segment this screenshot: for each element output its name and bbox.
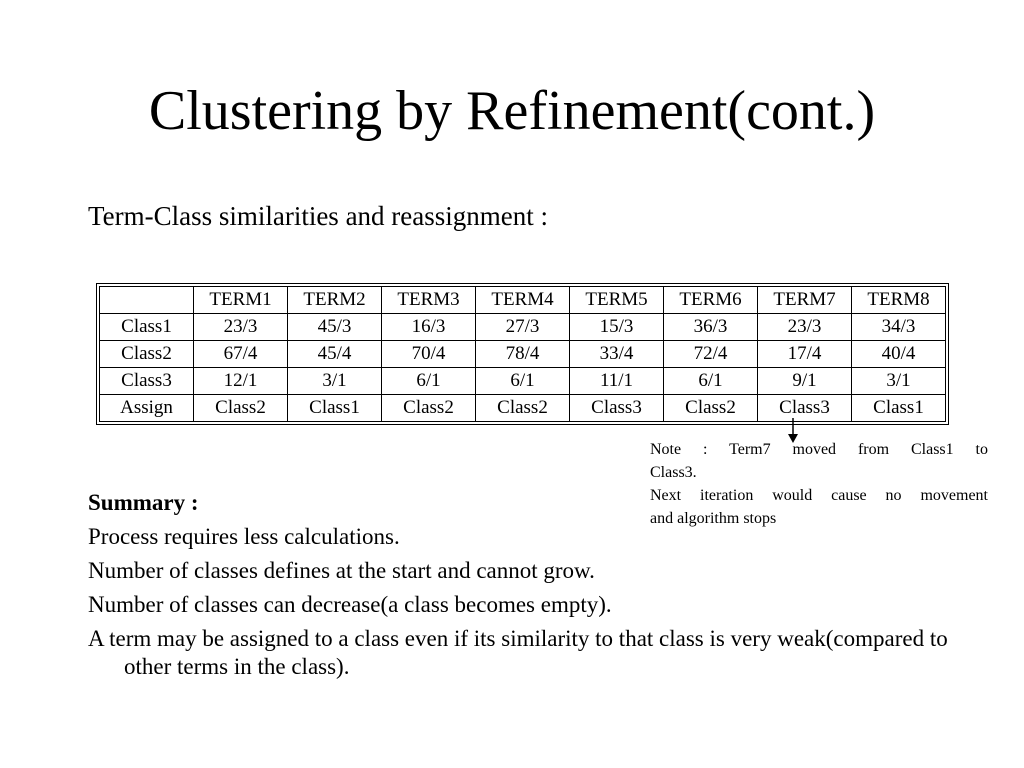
table-cell: 45/3 (288, 314, 382, 341)
table-cell: 67/4 (194, 341, 288, 368)
table-cell: Class1 (852, 395, 946, 422)
table-header-cell: TERM7 (758, 287, 852, 314)
summary-item: Process requires less calculations. (88, 524, 400, 549)
table-cell: 17/4 (758, 341, 852, 368)
table-cell: 9/1 (758, 368, 852, 395)
note-line: Next iteration would cause no movement (650, 487, 988, 504)
table-row (100, 314, 946, 341)
table-cell: 12/1 (194, 368, 288, 395)
summary-item: Number of classes can decrease(a class becomes empty). (88, 592, 612, 617)
note-line: Class3. (650, 464, 697, 481)
table-cell: 40/4 (852, 341, 946, 368)
table-cell: Class2 (100, 341, 194, 368)
table-cell: 15/3 (570, 314, 664, 341)
table-cell: 6/1 (664, 368, 758, 395)
table-cell: Class2 (664, 395, 758, 422)
table-header-cell: TERM2 (288, 287, 382, 314)
table-cell: 78/4 (476, 341, 570, 368)
summary-item: Number of classes defines at the start and cannot grow. (88, 558, 595, 583)
table-cell: 3/1 (852, 368, 946, 395)
summary-item: A term may be assigned to a class even if its similarity to that class is very weak(compared to other terms in the class). (88, 626, 948, 679)
table-cell: 16/3 (382, 314, 476, 341)
table-cell: 6/1 (476, 368, 570, 395)
table-cell: 34/3 (852, 314, 946, 341)
table-cell: Assign (100, 395, 194, 422)
table-header-cell: TERM4 (476, 287, 570, 314)
table-cell: 23/3 (758, 314, 852, 341)
table-header-cell: TERM8 (852, 287, 946, 314)
table-header-cell: TERM5 (570, 287, 664, 314)
table-cell: Class3 (758, 395, 852, 422)
table-cell: 3/1 (288, 368, 382, 395)
table-cell: 23/3 (194, 314, 288, 341)
slide-title: Clustering by Refinement(cont.) (148, 80, 876, 142)
summary-heading: Summary : (88, 490, 199, 515)
table-cell: 72/4 (664, 341, 758, 368)
table-cell: 27/3 (476, 314, 570, 341)
table-cell: Class2 (476, 395, 570, 422)
summary-section (88, 486, 968, 681)
table-header-cell: TERM6 (664, 287, 758, 314)
table-header-cell: TERM1 (194, 287, 288, 314)
table-row (100, 395, 946, 422)
table-row (100, 368, 946, 395)
note-line: Note : Term7 moved from Class1 to (650, 441, 988, 458)
table-row (100, 341, 946, 368)
slide-subtitle: Term-Class similarities and reassignment : (88, 201, 549, 231)
table-cell: Class1 (288, 395, 382, 422)
table-cell: 6/1 (382, 368, 476, 395)
similarity-table (96, 283, 949, 425)
table-cell: Class3 (570, 395, 664, 422)
table-header-cell: TERM3 (382, 287, 476, 314)
table-cell: 70/4 (382, 341, 476, 368)
table-cell: Class1 (100, 314, 194, 341)
table-cell: 36/3 (664, 314, 758, 341)
table-cell: 33/4 (570, 341, 664, 368)
table-cell: Class2 (382, 395, 476, 422)
table-cell: Class2 (194, 395, 288, 422)
table-header-row (100, 287, 946, 314)
table-cell: 45/4 (288, 341, 382, 368)
table-cell: 11/1 (570, 368, 664, 395)
table-header-cell (100, 287, 194, 314)
table-cell: Class3 (100, 368, 194, 395)
note-line: and algorithm stops (650, 510, 777, 527)
